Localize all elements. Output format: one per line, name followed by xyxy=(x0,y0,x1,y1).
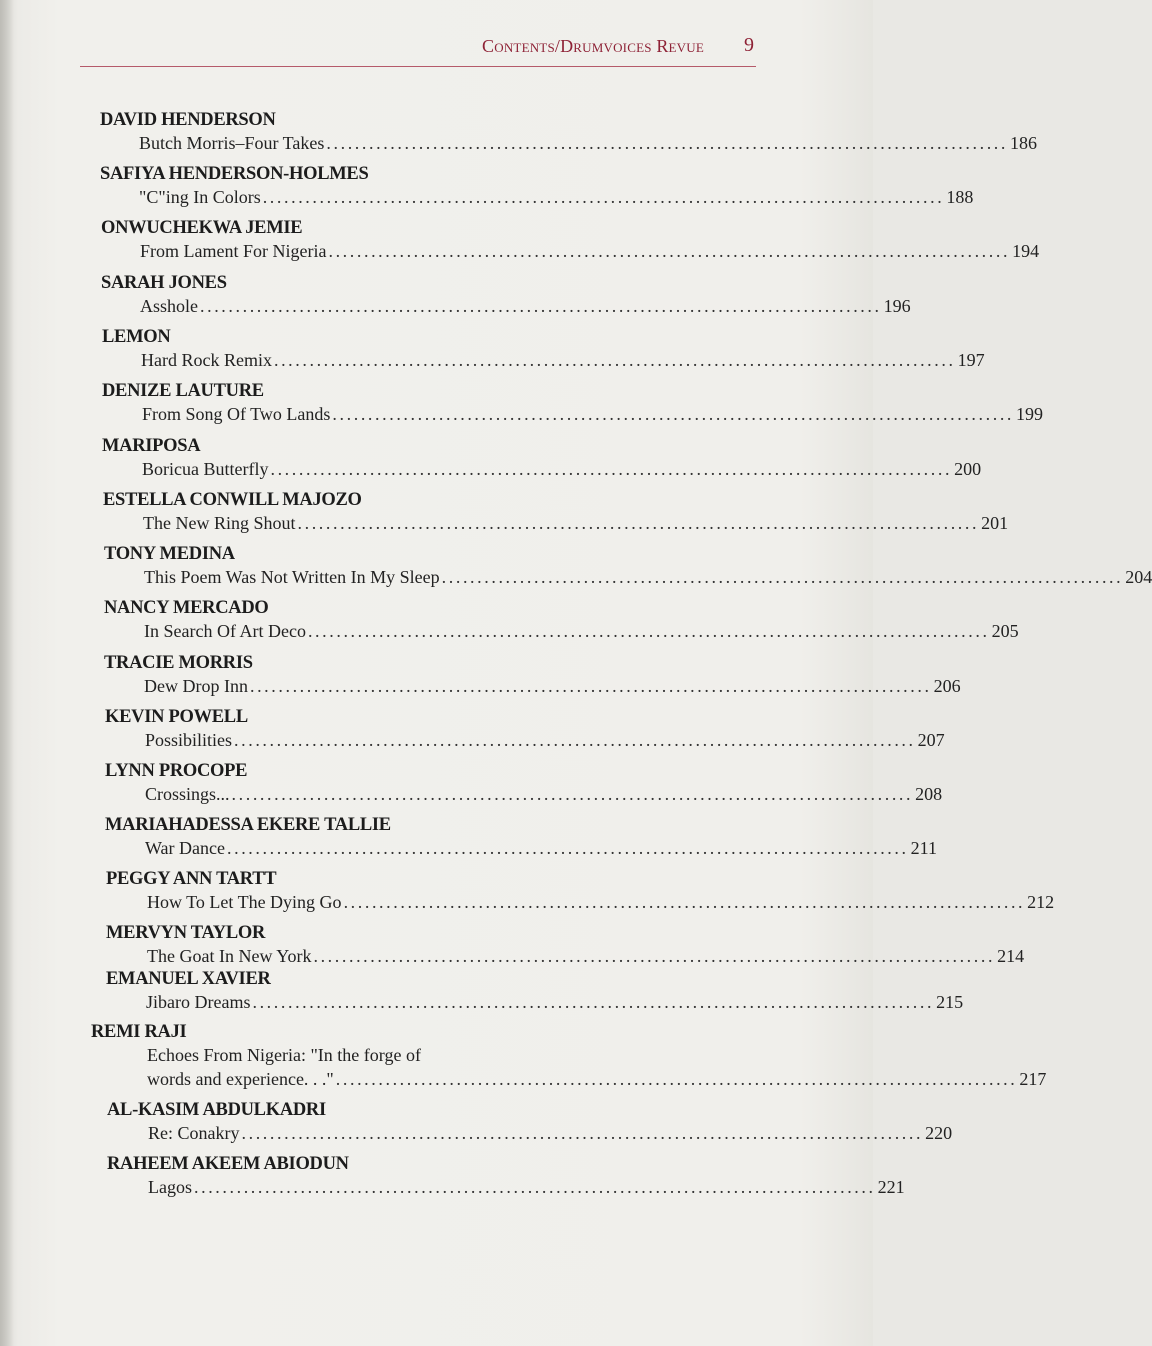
entry-title: This Poem Was Not Written In My Sleep xyxy=(144,567,440,587)
entry-line xyxy=(140,294,911,318)
toc-entry xyxy=(101,217,1040,263)
leader-dots: ................................................................................................ xyxy=(307,621,990,641)
toc-entry xyxy=(104,652,961,698)
entry-author: ONWUCHEKWA JEMIE xyxy=(101,218,303,238)
entry-page: 196 xyxy=(883,296,911,316)
entry-line xyxy=(142,402,1044,426)
entry-line xyxy=(146,990,964,1014)
entry-page: 217 xyxy=(1019,1069,1047,1089)
entry-author: AL-KASIM ABDULKADRI xyxy=(107,1100,326,1120)
entry-line xyxy=(148,1175,905,1199)
entry-line xyxy=(144,674,961,698)
entry-author: SARAH JONES xyxy=(101,273,227,293)
leader-dots: ................................................................................................ xyxy=(234,730,916,750)
entry-page: 208 xyxy=(915,784,943,804)
entry-line xyxy=(147,1067,1047,1091)
leader-dots: ................................................................................................ xyxy=(252,992,935,1012)
entry-line xyxy=(147,890,1055,914)
entry-title: Crossings... xyxy=(145,784,230,804)
entry-line xyxy=(139,185,974,209)
header-title: Contents/Drumvoices Revue xyxy=(482,36,704,56)
leader-dots: ................................................................................................ xyxy=(200,296,882,316)
entry-author: TONY MEDINA xyxy=(104,544,235,564)
leader-dots: ................................................................................................ xyxy=(249,676,932,696)
entry-page: 214 xyxy=(997,946,1025,966)
entry-line xyxy=(145,728,945,752)
toc-entry xyxy=(102,380,1044,426)
entry-title: The New Ring Shout xyxy=(143,513,296,533)
entry-title: Possibilities xyxy=(145,730,233,750)
toc-entry xyxy=(105,760,943,806)
entry-title: From Lament For Nigeria xyxy=(140,241,327,261)
entry-page: 215 xyxy=(936,992,964,1012)
entry-line xyxy=(145,782,943,806)
entry-line xyxy=(142,457,982,481)
entry-author: LYNN PROCOPE xyxy=(105,761,248,781)
entry-line xyxy=(145,836,937,860)
toc-entry xyxy=(91,1021,1047,1091)
entry-line xyxy=(140,239,1040,263)
entry-title: Re: Conakry xyxy=(148,1123,240,1143)
leader-dots: ................................................................................................ xyxy=(241,1123,924,1143)
entry-page: 221 xyxy=(877,1177,905,1197)
entry-author: MARIAHADESSA EKERE TALLIE xyxy=(105,815,391,835)
entry-author: TRACIE MORRIS xyxy=(104,653,253,673)
entry-author: DAVID HENDERSON xyxy=(100,110,276,130)
entry-title: Dew Drop Inn xyxy=(144,676,248,696)
entry-page: 186 xyxy=(1010,133,1038,153)
entry-line xyxy=(144,565,1152,589)
entry-author: PEGGY ANN TARTT xyxy=(106,869,277,889)
leader-dots: ................................................................................................ xyxy=(441,567,1124,587)
leader-dots: ................................................................................................ xyxy=(273,350,956,370)
leader-dots: ................................................................................................ xyxy=(332,404,1015,424)
entry-author: REMI RAJI xyxy=(91,1022,187,1042)
toc-entry xyxy=(106,922,1025,968)
leader-dots: ................................................................................................ xyxy=(231,784,914,804)
entry-page: 205 xyxy=(991,621,1019,641)
entry-author: RAHEEM AKEEM ABIODUN xyxy=(107,1154,349,1174)
entry-title: "C"ing In Colors xyxy=(139,187,261,207)
entry-title: Lagos xyxy=(148,1177,192,1197)
entry-line xyxy=(144,619,1019,643)
entry-author: DENIZE LAUTURE xyxy=(102,381,264,401)
toc-entry xyxy=(101,272,911,318)
toc-entry xyxy=(103,489,1009,535)
toc-entry xyxy=(107,1099,953,1145)
entry-title: Hard Rock Remix xyxy=(141,350,272,370)
entry-line xyxy=(143,511,1009,535)
toc-entry xyxy=(104,597,1019,643)
leader-dots: ................................................................................................ xyxy=(270,459,953,479)
entry-page: 220 xyxy=(925,1123,953,1143)
entry-title: In Search Of Art Deco xyxy=(144,621,306,641)
toc-entry xyxy=(107,1153,905,1199)
entry-author: MERVYN TAYLOR xyxy=(106,923,266,943)
leader-dots: ................................................................................................ xyxy=(194,1177,876,1197)
leader-dots: ................................................................................................ xyxy=(313,946,996,966)
entry-page: 199 xyxy=(1016,404,1044,424)
entry-line xyxy=(147,944,1025,968)
entry-page: 194 xyxy=(1012,241,1040,261)
entry-page: 211 xyxy=(910,838,937,858)
toc-entry xyxy=(105,814,937,860)
entry-title: words and experience. . ." xyxy=(147,1069,334,1089)
entry-page: 207 xyxy=(917,730,945,750)
toc-entry xyxy=(106,968,964,1014)
entry-line xyxy=(148,1121,953,1145)
entry-title: Butch Morris–Four Takes xyxy=(139,133,325,153)
leader-dots: ................................................................................................ xyxy=(297,513,980,533)
toc-entry xyxy=(104,543,1152,589)
entry-title: From Song Of Two Lands xyxy=(142,404,331,424)
entry-page: 200 xyxy=(954,459,982,479)
entry-title: Boricua Butterfly xyxy=(142,459,269,479)
leader-dots: ................................................................................................ xyxy=(326,133,1009,153)
header-page-number: 9 xyxy=(744,34,754,56)
toc-entry xyxy=(102,435,982,481)
entry-author: LEMON xyxy=(102,327,171,347)
entry-author: KEVIN POWELL xyxy=(105,707,248,727)
leader-dots: ................................................................................................ xyxy=(335,1069,1018,1089)
entry-page: 206 xyxy=(933,676,961,696)
entry-author: EMANUEL XAVIER xyxy=(106,969,271,989)
entry-page: 197 xyxy=(957,350,985,370)
entry-line xyxy=(139,131,1038,155)
entry-author: NANCY MERCADO xyxy=(104,598,269,618)
toc-entry xyxy=(102,326,985,372)
leader-dots: ................................................................................................ xyxy=(227,838,909,858)
entry-page: 188 xyxy=(946,187,974,207)
leader-dots: ................................................................................................ xyxy=(328,241,1011,261)
toc-entry xyxy=(100,163,974,209)
entry-page: 201 xyxy=(981,513,1009,533)
entry-title-line1: Echoes From Nigeria: "In the forge of xyxy=(147,1045,421,1065)
entry-title: Asshole xyxy=(140,296,198,316)
toc-entry xyxy=(100,109,1038,155)
entry-title: How To Let The Dying Go xyxy=(147,892,342,912)
entry-title: Jibaro Dreams xyxy=(146,992,251,1012)
toc-entry xyxy=(105,706,945,752)
leader-dots: ................................................................................................ xyxy=(262,187,945,207)
entry-author: ESTELLA CONWILL MAJOZO xyxy=(103,490,362,510)
entry-title: The Goat In New York xyxy=(147,946,312,966)
entry-author: MARIPOSA xyxy=(102,436,201,456)
entry-page: 212 xyxy=(1027,892,1055,912)
leader-dots: ................................................................................................ xyxy=(343,892,1026,912)
entry-page: 204 xyxy=(1125,567,1152,587)
entry-title: War Dance xyxy=(145,838,225,858)
toc-entry xyxy=(106,868,1055,914)
entry-author: SAFIYA HENDERSON-HOLMES xyxy=(100,164,369,184)
entry-line xyxy=(141,348,985,372)
